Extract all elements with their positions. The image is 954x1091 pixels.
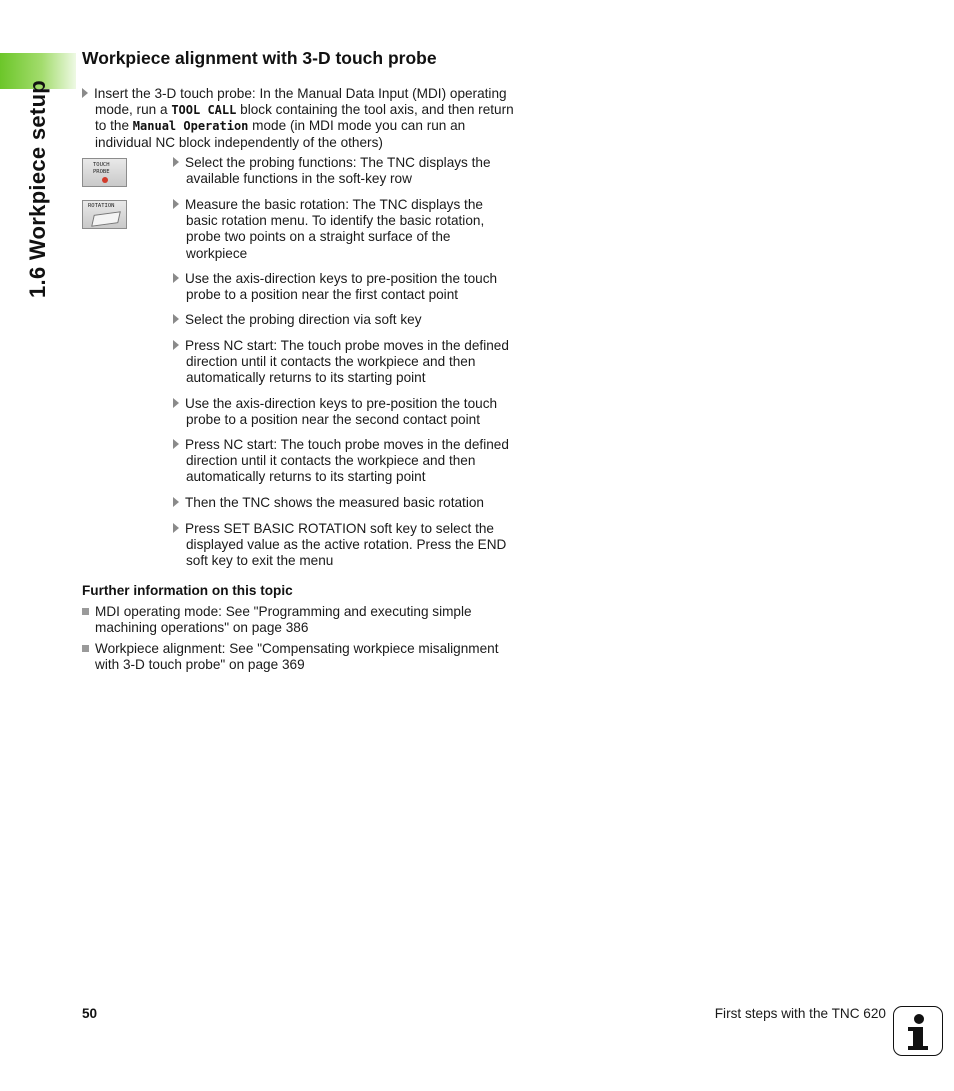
step-text-line: Select the probing functions: The TNC displays the — [185, 155, 491, 170]
further-info-text: MDI operating mode: See "Programming and executing simple — [95, 604, 472, 619]
step-text-line: direction until it contacts the workpiece and then — [186, 354, 476, 370]
intro-line: to the — [95, 118, 133, 134]
step-7 — [173, 437, 509, 486]
further-info-item — [82, 604, 472, 636]
step-text-line: displayed value as the active rotation. Press the END — [186, 537, 507, 553]
step-1 — [173, 155, 491, 187]
step-text-line: Measure the basic rotation: The TNC displays the — [185, 197, 483, 212]
touch-probe-icon — [102, 177, 108, 183]
further-info-item — [82, 641, 499, 673]
step-text-line: probe two points on a straight surface of the — [186, 229, 451, 245]
triangle-bullet-icon — [173, 199, 179, 209]
triangle-bullet-icon — [173, 497, 179, 507]
step-text-line: probe to a position near the first contact point — [186, 287, 459, 303]
code-manual-operation: Manual Operation — [132, 119, 249, 134]
further-info-text: machining operations" on page 386 — [95, 620, 309, 636]
rotation-plate-icon — [91, 211, 121, 227]
step-text-line: Select the probing direction via soft key — [185, 312, 422, 327]
step-9 — [173, 521, 506, 570]
triangle-bullet-icon — [173, 398, 179, 408]
step-text-line: automatically returns to its starting point — [186, 370, 426, 386]
further-info-heading: Further information on this topic — [82, 583, 293, 598]
step-text-line: basic rotation menu. To identify the basic rotation, — [186, 213, 485, 229]
code-tool-call: TOOL CALL — [171, 103, 237, 118]
step-text-line: workpiece — [186, 245, 248, 261]
intro-line: individual NC block independently of the others) — [95, 134, 383, 150]
step-text-line: Then the TNC shows the measured basic rotation — [185, 495, 484, 510]
intro-line: mode (in MDI mode you can run an — [248, 118, 466, 134]
square-bullet-icon — [82, 645, 89, 652]
step-2 — [173, 197, 484, 262]
step-text-line: Use the axis-direction keys to pre-position the touch — [185, 396, 498, 411]
square-bullet-icon — [82, 608, 89, 615]
softkey-label: ROTATION — [88, 203, 115, 209]
triangle-bullet-icon — [82, 88, 88, 98]
triangle-bullet-icon — [173, 273, 179, 283]
sidebar-section-title: 1.6 Workpiece setup — [25, 79, 50, 298]
intro-line: Insert the 3-D touch probe: In the Manual Data Input (MDI) operating — [94, 86, 507, 101]
further-info-text: Workpiece alignment: See "Compensating workpiece misalignment — [95, 641, 499, 656]
step-5 — [173, 338, 509, 387]
step-4 — [173, 312, 422, 328]
intro-line: mode, run a — [95, 102, 172, 118]
rotation-softkey — [82, 200, 127, 229]
step-text-line: soft key to exit the menu — [186, 553, 334, 569]
intro-line: block containing the tool axis, and then return — [236, 102, 514, 118]
step-text-line: probe to a position near the second contact point — [186, 412, 480, 428]
intro-step — [82, 86, 514, 151]
info-icon — [893, 1006, 943, 1056]
step-text-line: Use the axis-direction keys to pre-position the touch — [185, 271, 498, 286]
chapter-title: First steps with the TNC 620 — [714, 1006, 886, 1021]
page-heading: Workpiece alignment with 3-D touch probe — [82, 48, 437, 68]
softkey-label: PROBE — [93, 169, 110, 175]
step-text-line: Press NC start: The touch probe moves in the defined — [185, 338, 509, 353]
further-info-text: with 3-D touch probe" on page 369 — [95, 657, 305, 673]
touch-probe-softkey — [82, 158, 127, 187]
triangle-bullet-icon — [173, 439, 179, 449]
step-3 — [173, 271, 497, 303]
page-number: 50 — [82, 1006, 98, 1021]
triangle-bullet-icon — [173, 523, 179, 533]
triangle-bullet-icon — [173, 157, 179, 167]
triangle-bullet-icon — [173, 314, 179, 324]
triangle-bullet-icon — [173, 340, 179, 350]
step-text-line: direction until it contacts the workpiece and then — [186, 453, 476, 469]
step-text-line: automatically returns to its starting point — [186, 469, 426, 485]
step-text-line: Press SET BASIC ROTATION soft key to select the — [185, 521, 494, 536]
softkey-label: TOUCH — [93, 162, 110, 168]
step-text-line: Press NC start: The touch probe moves in the defined — [185, 437, 509, 452]
step-6 — [173, 396, 497, 428]
step-text-line: available functions in the soft-key row — [186, 171, 412, 187]
step-8 — [173, 495, 484, 511]
